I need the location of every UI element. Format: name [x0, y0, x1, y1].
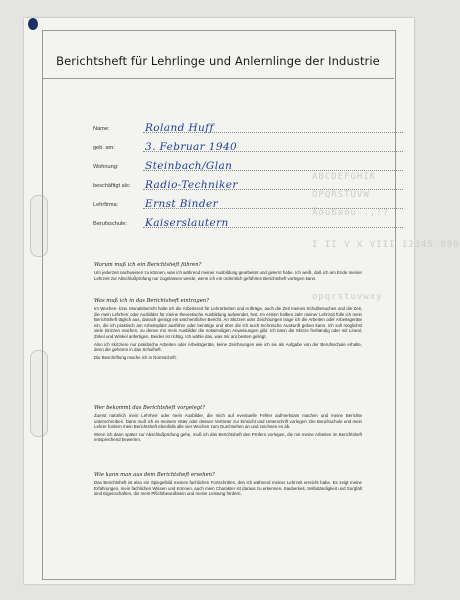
section-why — [94, 262, 362, 283]
show-through-print-line: ABCDEFGHIK — [312, 172, 377, 182]
show-through-print-line: Äöüßäöü-.,!? — [312, 208, 390, 218]
show-through-print-line: opqrstuvwxy — [312, 292, 383, 302]
section-how — [94, 472, 362, 499]
section-paragraph: Um jederzeit nachweisen zu können, was ich während meiner Ausbildung gearbeitet und gelernt habe. Ich weiß, daß ich am Ende meiner Lehrzeit zur Abschlußprüfung nur zugelassen werde, wenn ich ein ordentlich geführtes Berichtsheft vorlegen kann. — [94, 270, 362, 281]
handwritten-value: 3. Februar 1940 — [145, 141, 238, 153]
handwritten-value: Steinbach/Glan — [145, 160, 233, 172]
punch-hole — [28, 18, 38, 30]
field-label: geb. am: — [93, 145, 115, 151]
section-question: Wie kann man aus dem Berichtsheft ersehen? — [94, 472, 215, 478]
section-who — [94, 405, 362, 445]
field-label: Name: — [93, 126, 110, 132]
section-paragraph: Also ich skizziere nur praktische Arbeiten oder Arbeitsgeräte, keine Zeichnungen wie ich sie als Aufgabe von der Berufsschule erhalte, denn die gehören in das Schulheft. — [94, 341, 362, 353]
section-paragraph: Wenn ich dann später zur Abschlußprüfung gehe, muß ich das Berichtsheft den Prüfern vorlegen, die mir meine Arbeiten im Berichtsheft entsprechend bewerten. — [94, 431, 362, 443]
section-paragraph: Im Wochen- bzw. Monatsbericht halte ich die Arbeitszeit für Lehrarbeiten und Aufträge, auch die Zeit meines Schulbesuches und die Zeit, die mein Lehrherr oder Ausbilder für meine theoretische Ausbildung aufwendet, fest. Im ersten halben Jahr meiner Lehrzeit fülle ich mein Berichtsheft täglich aus, danach genügt ein wöchentlicher Bericht. An Skizzen oder Zeichnungen trage ich die Arbeiten oder Arbeitsgeräte ein, die ich praktisch am Arbeitsplatz ausführe oder benötige und über die ich auch technische Auskunft geben kann. Ich soll möglichst viele Skizzen machen, zu denen mir mein Ausbilder die notwendigen Anweisungen gibt. Ich kann die Skizze freihändig oder mit Lineal, Zirkel und Winkel anfertigen. Beides ist richtig. Ich wähle das, was mir am besten gelingt. — [94, 306, 362, 339]
field-label: beschäftigt als: — [93, 183, 131, 189]
field-label: Lehrfirma: — [93, 202, 119, 208]
section-question: Wer bekommt das Berichtsheft vorgelegt? — [94, 405, 205, 411]
handwritten-value: Kaiserslautern — [145, 217, 229, 229]
section-paragraph: Die Beschriftung mache ich in Normschrift. — [94, 354, 177, 360]
section-question: Warum muß ich ein Berichtsheft führen? — [94, 262, 202, 268]
section-paragraph: Das Berichtsheft ist also ein Spiegelbild meines fachlichen Fortschrittes, den ich während meiner Lehrzeit erreicht habe. Es zeigt meine Erfahrungen, mein fachliches Wissen und Können, auch mein Charakter ist daraus zu erkennen. Sauberkeit, Selbständigkeit und Sorgfalt sind Eigenschaften, die mein Pflichtbewußtsein und meine Leistung fördern. — [94, 480, 362, 497]
handwritten-value: Roland Huff — [145, 122, 214, 134]
show-through-print-line: I II V X VIII 12345 890 — [312, 240, 460, 250]
header-divider — [42, 78, 394, 79]
field-label: Wohnung: — [93, 164, 119, 170]
handwritten-value: Ernst Binder — [145, 198, 218, 210]
section-question: Was muß ich in das Berichtsheft eintragen? — [94, 298, 209, 304]
section-what — [94, 298, 362, 362]
show-through-print-line: OPQRSTUVW — [312, 190, 370, 200]
handwritten-value: Radio-Techniker — [145, 179, 238, 191]
section-paragraph: Zuerst natürlich mein Lehrherr oder mein Ausbilder, die mich auf eventuelle Fehler aufmerksam machen und meine Berichte unterschreiben. Dann muß ich es meinem Vater oder dessen Vertreter zur Einsicht und Unterschrift vorlegen. Die Berufsschule und mein Lehrer fordern mein Berichtsheft ebenfalls alle vier Wochen zum Durchsehen an und zeichnen es ab. — [94, 413, 362, 430]
page-title: Berichtsheft für Lehrlinge und Anlernlinge der Industrie — [56, 54, 380, 68]
field-label: Berufsschule: — [93, 221, 127, 227]
